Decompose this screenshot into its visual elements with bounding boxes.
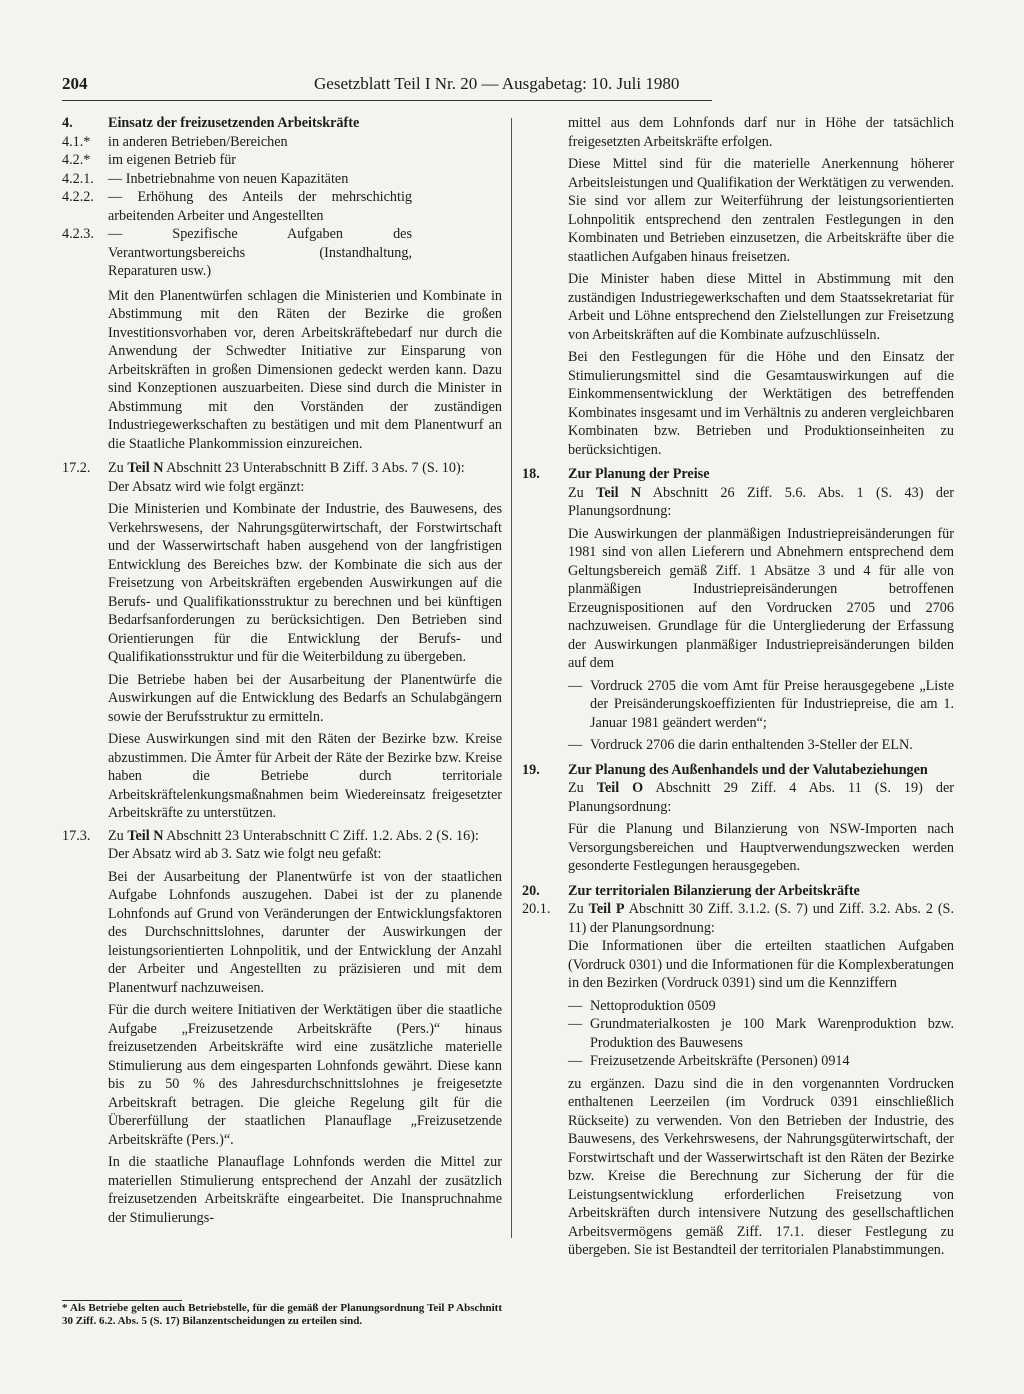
paragraph: Für die durch weitere Initiativen der Werktätigen über die staatliche Aufgabe „Freizusetzende Arbeitskräfte (Pers.)“ hinaus freizusetzenden Arbeitskräfte wird eine zusätzliche materielle Stimulierung aus dem eingesparten Lohnfonds gewährt. Diese kann bis zu 50 % des Jahresdurchschnittslohnes je freigesetzte Arbeitskraft betragen. Die gleiche Regelung gilt für die Übererfüllung der staatlichen Planauflage „Freizusetzende Arbeitskräfte (Pers.)“.: [108, 1002, 502, 1148]
list-item: — Nettoproduktion 0509: [568, 997, 716, 1014]
right-column: [522, 114, 954, 1264]
paragraph: Diese Auswirkungen sind mit den Räten der Bezirke bzw. Kreise abzustimmen. Die Ämter für Arbeit der Räte der Bezirke bzw. Kreise haben die Betriebe durch territoriale Arbeitskräftelenkungsmaßnahmen beim Wiedereinsatz freigesetzter Arbeitskräfte zu unterstützen.: [108, 731, 502, 821]
item-4-2: 4.2.* im eigenen Betrieb für: [62, 152, 237, 168]
paragraph: Der Absatz wird ab 3. Satz wie folgt neu gefaßt:: [108, 846, 382, 862]
paragraph: Bei der Ausarbeitung der Planentwürfe ist von der staatlichen Aufgabe Lohnfonds auszugehen. Dabei ist der zu planende Lohnfonds auf Grund von Veränderungen der Entwicklungsfaktoren des Durchschnittslohnes, darunter der Auswirkungen der leistungsorientierten Lohnpolitik, und der Entwicklung der Anzahl der Arbeiter und Angestellten zu präzisieren und mit dem Planentwurf nachzuweisen.: [108, 868, 502, 996]
left-column: [62, 114, 502, 1231]
paragraph: Mit den Planentwürfen schlagen die Ministerien und Kombinate in Abstimmung mit den Räten der Bezirke die großen Investitionsvorhaben vor, deren Arbeitskräftebedarf nur durch die Anwendung der Schwedter Initiative zur Einsparung von Arbeitskräften in großen Dimensionen gedeckt werden kann. Dazu sind Konzeptionen auszuarbeiten. Diese sind durch die Minister in Abstimmung mit den Vorständen der zuständigen Industriegewerkschaften zu bestätigen und mit dem Planentwurf an die Staatliche Plankommission einzureichen.: [108, 287, 502, 452]
section-19-heading: 19. Zur Planung des Außenhandels und der Valutabeziehungen: [522, 761, 928, 778]
paragraph: Die Betriebe haben bei der Ausarbeitung der Planentwürfe die Auswirkungen auf die Entwicklung des Bedarfs an Schulabgängern sowie der Berufsstruktur zu ermitteln.: [108, 671, 502, 725]
list-item: — Vordruck 2706 die darin enthaltenden 3-Steller der ELN.: [568, 737, 913, 753]
paragraph: zu ergänzen. Dazu sind die in den vorgenannten Vordrucken enthaltenen Leerzeilen (im Vordruck 0391 einschließlich Rückseite) zu verwenden. Von den Betrieben der Industrie, des Bauwesens, des Verkehrswesens, der Nahrungsgüterwirtschaft, der Forstwirtschaft und der Wasserwirtschaft ist den Räten der Bezirke bzw. Kreise die Berechnung zur Sicherung der für die Leistungsentwicklung erforderlichen Freisetzung von Arbeitskräften durch intensivere Nutzung des gesellschaftlichen Arbeitsvermögens gemäß Ziff. 17.1. dieser Festlegung zu übergeben. Sie ist Bestandteil der territorialen Planabstimmungen.: [568, 1075, 954, 1258]
paragraph: Die Minister haben diese Mittel in Abstimmung mit den zuständigen Industriegewerkschaften und dem Staatssekretariat für Arbeit und Löhne entsprechend den Zielstellungen zur Freisetzung von Arbeitskräften auf die Kombinate aufzuschlüsseln.: [568, 271, 954, 343]
paragraph: mittel aus dem Lohnfonds darf nur in Höhe der tatsächlich freigesetzten Arbeitskräfte erfolgen.: [568, 115, 954, 150]
item-4-2-1: 4.2.1. — Inbetriebnahme von neuen Kapazitäten: [62, 170, 349, 187]
paragraph: In die staatliche Planauflage Lohnfonds werden die Mittel zur materiellen Stimulierung entsprechend der Anzahl der zusätzlich freizusetzenden Arbeitskräfte eingearbeitet. Die Inanspruchnahme der Stimulierungs-: [108, 1154, 502, 1226]
section-18-heading: 18. Zur Planung der Preise: [522, 466, 710, 482]
section-18-ref: Zu Teil N Abschnitt 26 Ziff. 5.6. Abs. 1 (S. 43) der Planungsordnung:: [568, 484, 954, 519]
list-item: — Grundmaterialkosten je 100 Mark Warenproduktion bzw. Produktion des Bauwesens: [568, 1016, 954, 1051]
section-20-1-ref: 20.1. Zu Teil P Abschnitt 30 Ziff. 3.1.2. (S. 7) und Ziff. 3.2. Abs. 2 (S. 11) der Planungsordnung:: [522, 901, 954, 936]
page-header: [62, 74, 712, 101]
item-4-2-3: 4.2.3. — Spezifische Aufgaben des Verantwortungsbereichs (Instandhaltung, Reparaturen usw.): [62, 226, 412, 279]
paragraph: Bei den Festlegungen für die Höhe und den Einsatz der Stimulierungsmittel sind die Gesamtauswirkungen auf die Einkommensentwicklung der Werktätigen des betreffenden Kombinates insgesamt und im Verhältnis zu anderen vergleichbaren Kombinaten bzw. Betrieben und Produktionseinheiten zu berücksichtigen.: [568, 349, 954, 458]
running-title: Gesetzblatt Teil I Nr. 20 — Ausgabetag: 10. Juli 1980: [314, 74, 680, 93]
item-4-2-2: 4.2.2. — Erhöhung des Anteils der mehrschichtig arbeitenden Arbeiter und Angestellten: [62, 189, 412, 224]
column-divider: [511, 118, 512, 1238]
paragraph: Der Absatz wird wie folgt ergänzt:: [108, 478, 305, 495]
item-4-1: 4.1.* in anderen Betrieben/Bereichen: [62, 133, 288, 150]
section-4-heading: 4. Einsatz der freizusetzenden Arbeitskräfte: [62, 115, 360, 131]
paragraph: Die Auswirkungen der planmäßigen Industriepreisänderungen für 1981 sind von allen Lieferern und Abnehmern entsprechend dem Geltungsbereich gemäß Ziff. 1 Absätze 3 und 4 für alle von planmäßigen Industriepreisänderungen betroffenen Erzeugnispositionen auf den Vordrucken 2705 und 2706 nachzuweisen. Grundlage für die Untergliederung der Erfassung der Auswirkungen planmäßiger Industriepreisänderungen bilden auf dem: [568, 525, 954, 671]
list-item: — Vordruck 2705 die vom Amt für Preise herausgegebene „Liste der Preisänderungskoeffizienten für Industriepreise, die am 1. Januar 1981 geändert werden“;: [568, 677, 954, 731]
paragraph: Die Informationen über die erteilten staatlichen Aufgaben (Vordruck 0301) und die Informationen für die Komplexberatungen in den Bezirken (Vordruck 0391) sind um die Kennziffern: [568, 938, 954, 991]
footnote: * Als Betriebe gelten auch Betriebstelle, für die gemäß der Planungsordnung Teil P Abschnitt 30 Ziff. 6.2. Abs. 5 (S. 17) Bilanzentscheidungen zu erteilen sind.: [62, 1302, 502, 1327]
paragraph: Für die Planung und Bilanzierung von NSW-Importen nach Versorgungsbereichen und Hauptverwendungszwecken werden gesonderte Festlegungen herausgegeben.: [568, 821, 954, 874]
section-19-ref: Zu Teil O Abschnitt 29 Ziff. 4 Abs. 11 (S. 19) der Planungsordnung:: [568, 780, 954, 815]
section-20-heading: 20. Zur territorialen Bilanzierung der Arbeitskräfte: [522, 882, 860, 899]
list-item: — Freizusetzende Arbeitskräfte (Personen) 0914: [568, 1053, 850, 1069]
paragraph: Diese Mittel sind für die materielle Anerkennung höherer Arbeitsleistungen und Qualifikation der Werktätigen zu verwenden. Sie sind vor allem zur Weiterführung der leistungsorientierten Lohnpolitik entsprechend den zentralen Festlegungen in den Kombinaten und Betrieben einzusetzen, die Arbeitskräfte über die staatlichen Aufgaben hinaus freisetzen.: [568, 156, 954, 265]
section-17-2-ref: 17.2. Zu Teil N Abschnitt 23 Unterabschnitt B Ziff. 3 Abs. 7 (S. 10):: [62, 460, 465, 476]
page-number: 204: [62, 74, 88, 93]
paragraph: Die Ministerien und Kombinate der Industrie, des Bauwesens, des Verkehrswesens, der Nahrungsgüterwirtschaft, der Forstwirtschaft und der Wasserwirtschaft haben ausgehend von der langfristigen Entwicklung des Bereiches bzw. der Kombinate die sich aus der Freisetzung von Arbeitskräften ergebenden Auswirkungen auf die Berufs- und Qualifikationsstruktur zu berechnen und bei künftigen Bedarfsanforderungen zu berücksichtigen. Den Betrieben sind Orientierungen für die Entwicklung der Berufs- und Qualifikationsstruktur und für die Weiterbildung zu übergeben.: [108, 501, 502, 665]
section-17-3-ref: 17.3. Zu Teil N Abschnitt 23 Unterabschnitt C Ziff. 1.2. Abs. 2 (S. 16):: [62, 827, 479, 844]
footnote-rule: [62, 1300, 182, 1301]
